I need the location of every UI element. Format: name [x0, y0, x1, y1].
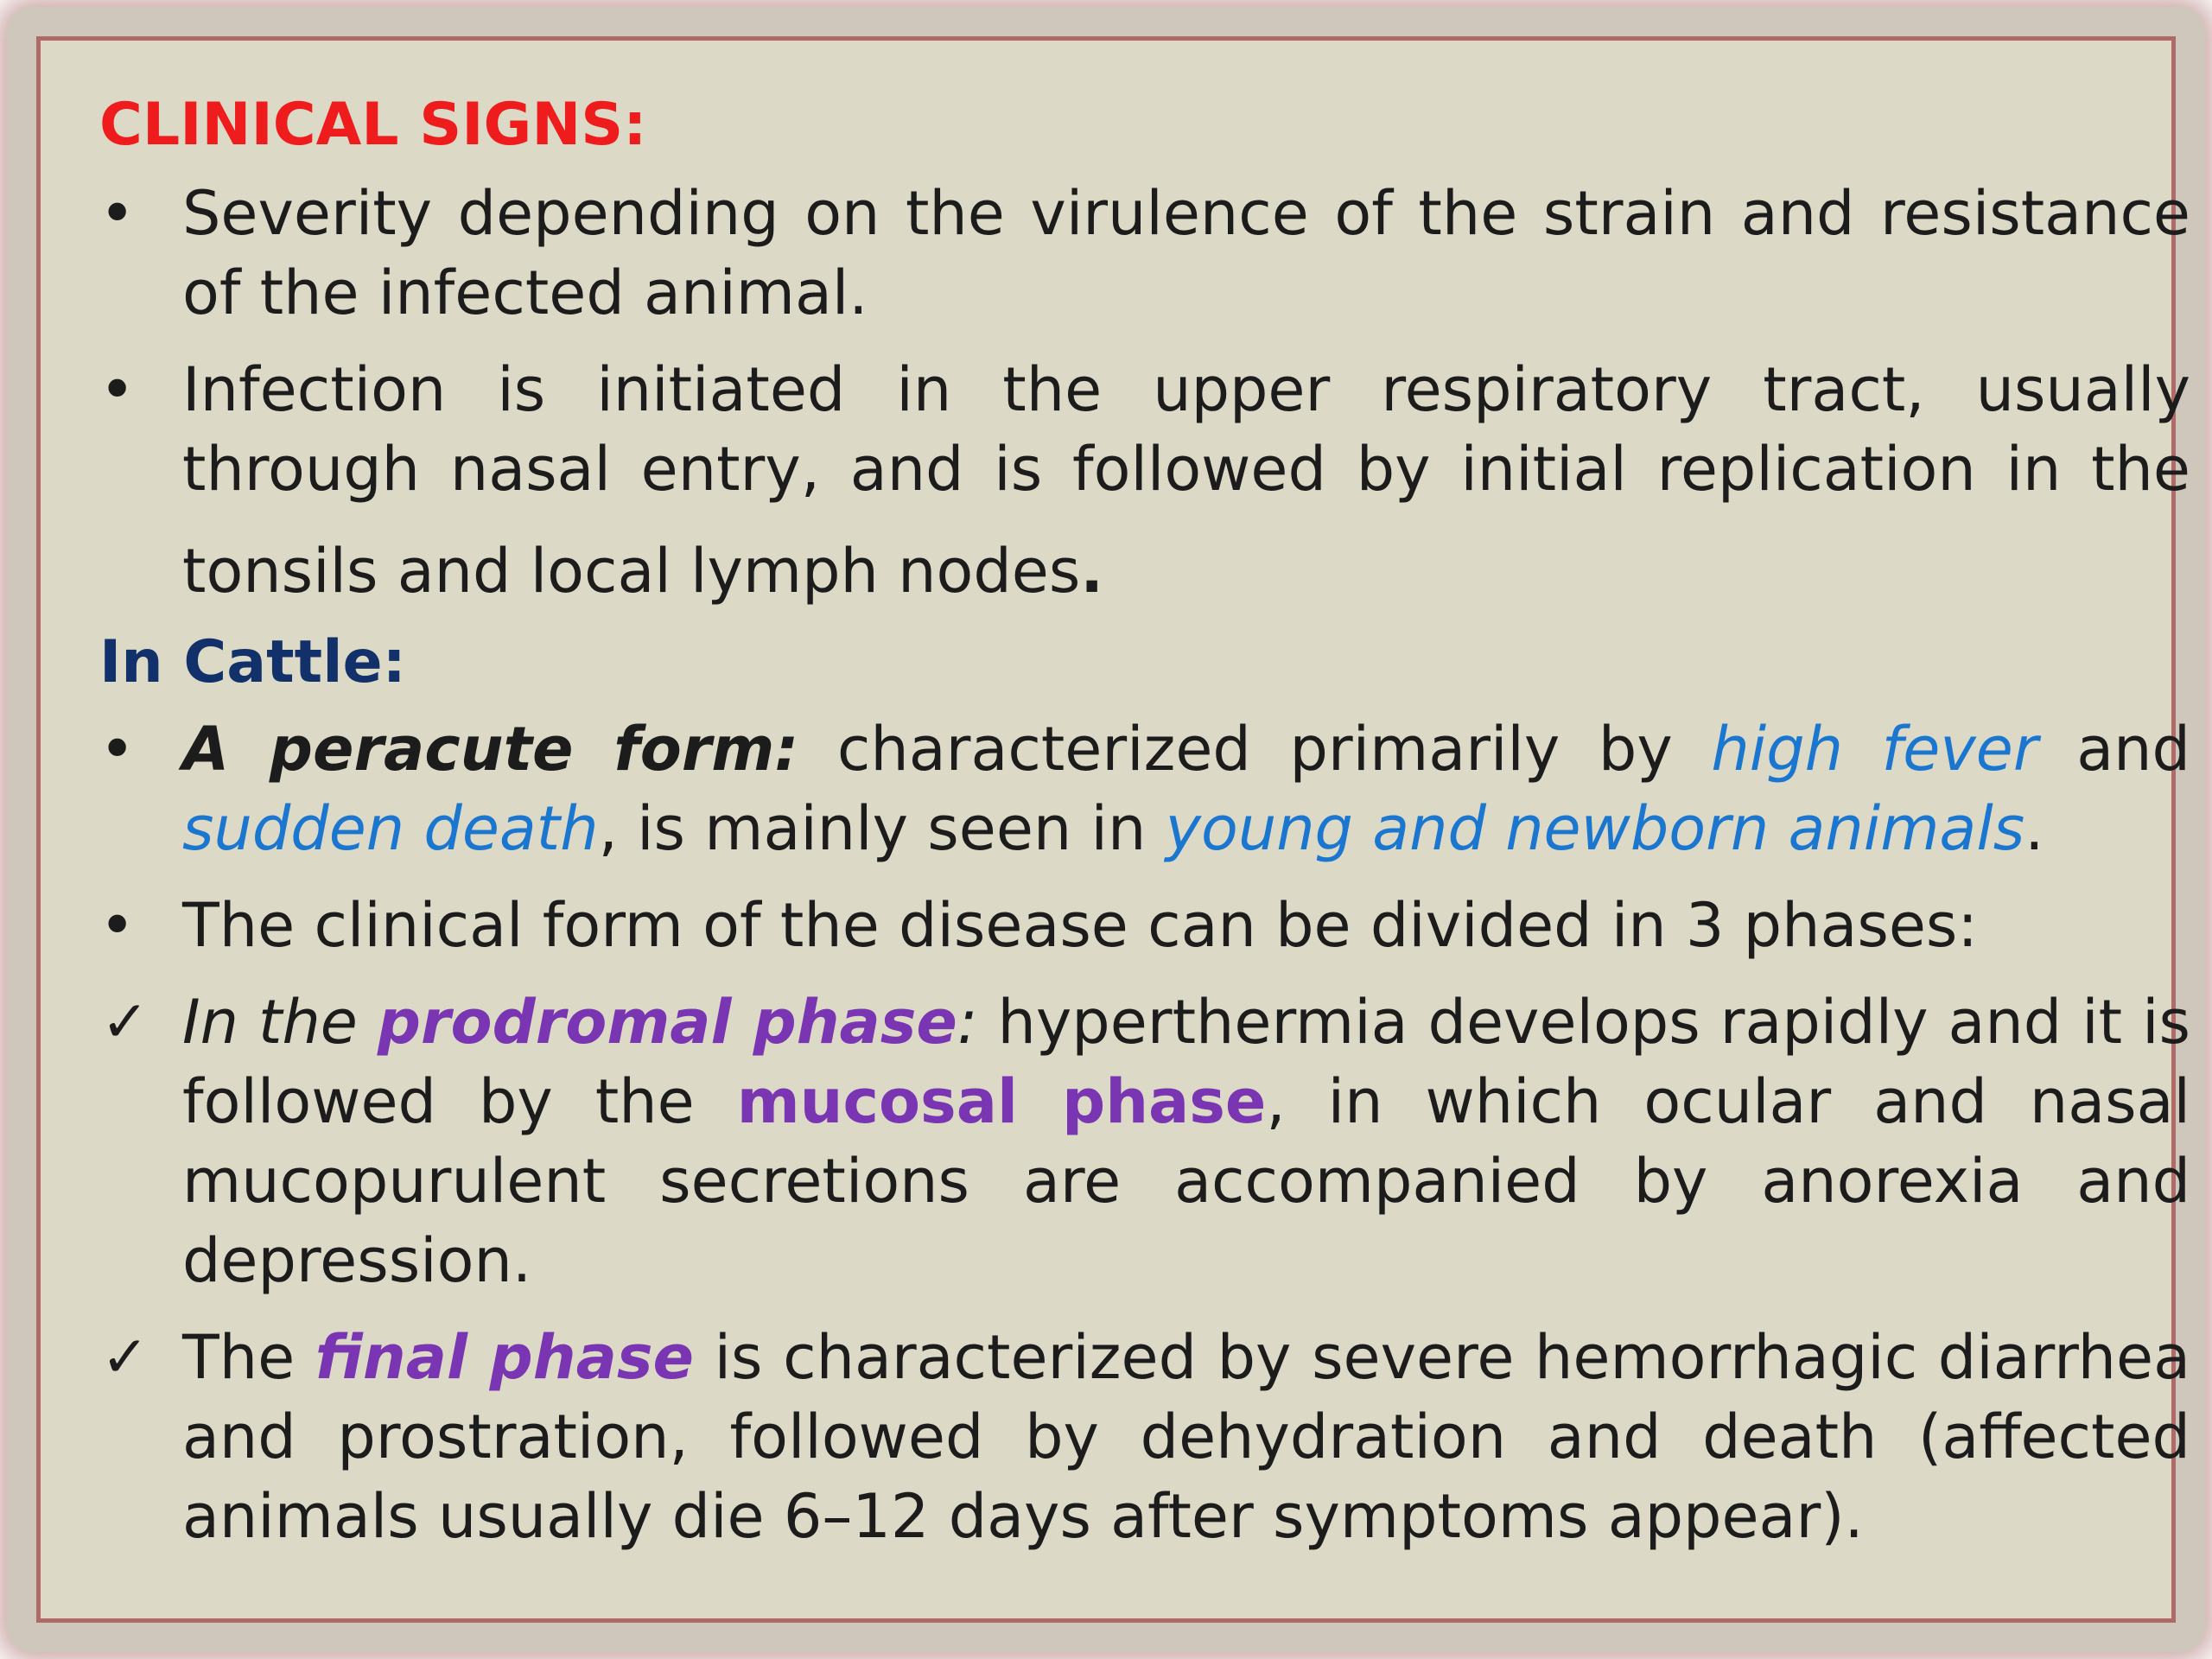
in-cattle-heading: In Cattle:	[99, 628, 406, 696]
peracute-sudden-death: sudden death	[182, 793, 599, 864]
checkmark-icon: ✓	[101, 1324, 149, 1390]
infection-text-end	[531, 531, 1103, 611]
final-intro: The	[182, 1322, 315, 1393]
severity-text: Severity depending on the virulence of the strain and resistance of the infected animal.	[182, 178, 2190, 328]
peracute-text-3: , is mainly seen in	[598, 793, 1166, 864]
final-phase-term: final phase	[315, 1322, 694, 1393]
clinical-form-text: The clinical form of the disease can be divided in 3 phases:	[182, 890, 1978, 961]
peracute-high-fever: high fever	[1711, 714, 2038, 785]
infection-end-text: local lymph nodes	[530, 536, 1081, 607]
mucosal-phase-term: mucosal phase	[736, 1066, 1267, 1137]
peracute-young-animals: young and newborn animals	[1165, 793, 2025, 864]
prodromal-text-2: , in which ocular and nasal mucopurulent secretions are accompanied by anorexia and depression.	[182, 1066, 2190, 1296]
prodromal-intro: In the	[182, 987, 378, 1058]
bullet-icon: •	[99, 890, 136, 961]
peracute-text-1: characterized primarily by	[798, 714, 1712, 785]
final-text: is characterized by severe hemorrhagic diarrhea and prostration, followed by dehydration and death (affected animals usually die 6–12 days after symptoms appear).	[182, 1322, 2190, 1552]
peracute-label: A peracute form:	[182, 714, 799, 785]
content-panel	[36, 36, 2191, 1623]
prodromal-phase-term: prodromal phase	[377, 987, 957, 1058]
prodromal-colon: :	[957, 987, 978, 1058]
clinical-signs-heading: CLINICAL SIGNS:	[99, 91, 647, 159]
infection-text: Infection is initiated in the upper respiratory tract, usually through nasal entry, and is followed by initial replication in the tonsils and	[182, 354, 2190, 607]
check-item-prodromal	[99, 982, 2190, 1300]
infection-period: .	[1080, 536, 1103, 607]
bullet-item-peracute	[99, 709, 2190, 868]
bullet-item-infection	[99, 350, 2190, 611]
bullet-item-severity	[99, 174, 2190, 333]
bullet-icon: •	[99, 178, 136, 249]
check-item-final	[99, 1318, 2190, 1556]
bullet-icon: •	[99, 714, 136, 785]
slide-content	[99, 86, 2190, 1556]
prodromal-text-1: hyperthermia develops rapidly and it is followed by the	[182, 987, 2191, 1137]
bullet-item-clinical-form	[99, 886, 2190, 965]
checkmark-icon: ✓	[101, 988, 149, 1055]
bullet-icon: •	[99, 354, 136, 425]
peracute-text-2: and	[2037, 714, 2190, 785]
peracute-text-4: .	[2024, 793, 2044, 864]
